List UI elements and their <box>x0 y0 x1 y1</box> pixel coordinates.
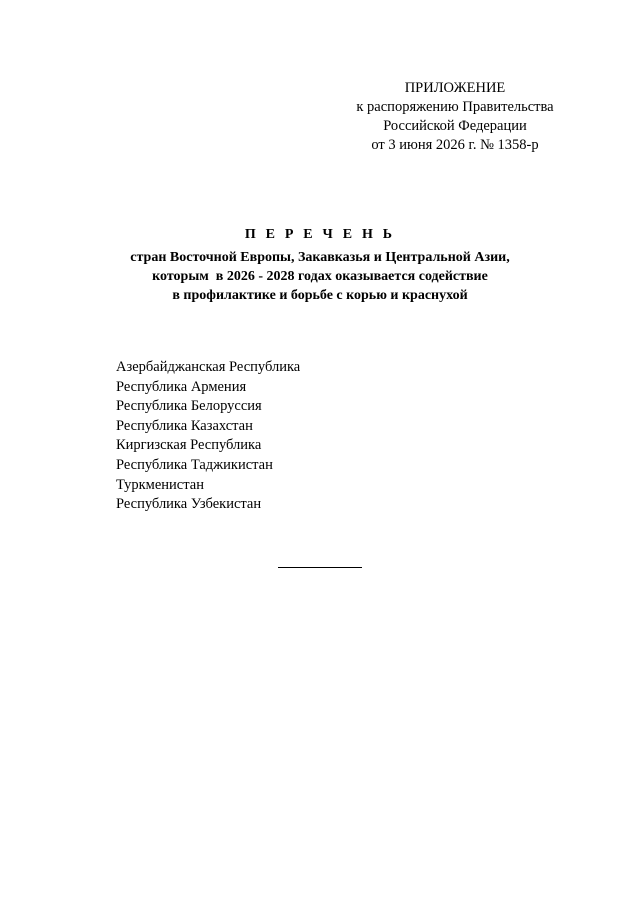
list-item: Республика Казахстан <box>116 417 253 434</box>
country-list <box>116 358 300 515</box>
list-item: Республика Белоруссия <box>116 398 262 415</box>
list-item: Республика Таджикистан <box>116 456 273 473</box>
list-item: Республика Армения <box>116 378 247 395</box>
subtitle-line: в профилактике и борьбе с корью и краснухой <box>172 288 468 303</box>
appendix-authority: Российской Федерации <box>383 118 527 134</box>
document-subtitle <box>0 248 640 305</box>
document-title: П Е Р Е Ч Е Н Ь <box>244 227 396 242</box>
list-item: Республика Узбекистан <box>116 496 262 513</box>
list-item: Киргизская Республика <box>116 437 262 454</box>
subtitle-line: которым в 2026 - 2028 годах оказывается содействие <box>152 269 488 284</box>
appendix-reference: к распоряжению Правительства <box>356 99 554 115</box>
end-separator-line <box>278 567 362 568</box>
appendix-header <box>330 79 580 155</box>
appendix-label: ПРИЛОЖЕНИЕ <box>404 80 506 96</box>
list-item: Азербайджанская Республика <box>116 359 301 375</box>
list-item: Туркменистан <box>116 476 204 493</box>
appendix-date-number: от 3 июня 2026 г. № 1358-р <box>371 137 539 153</box>
subtitle-line: стран Восточной Европы, Закавказья и Центральной Азии, <box>130 250 510 265</box>
